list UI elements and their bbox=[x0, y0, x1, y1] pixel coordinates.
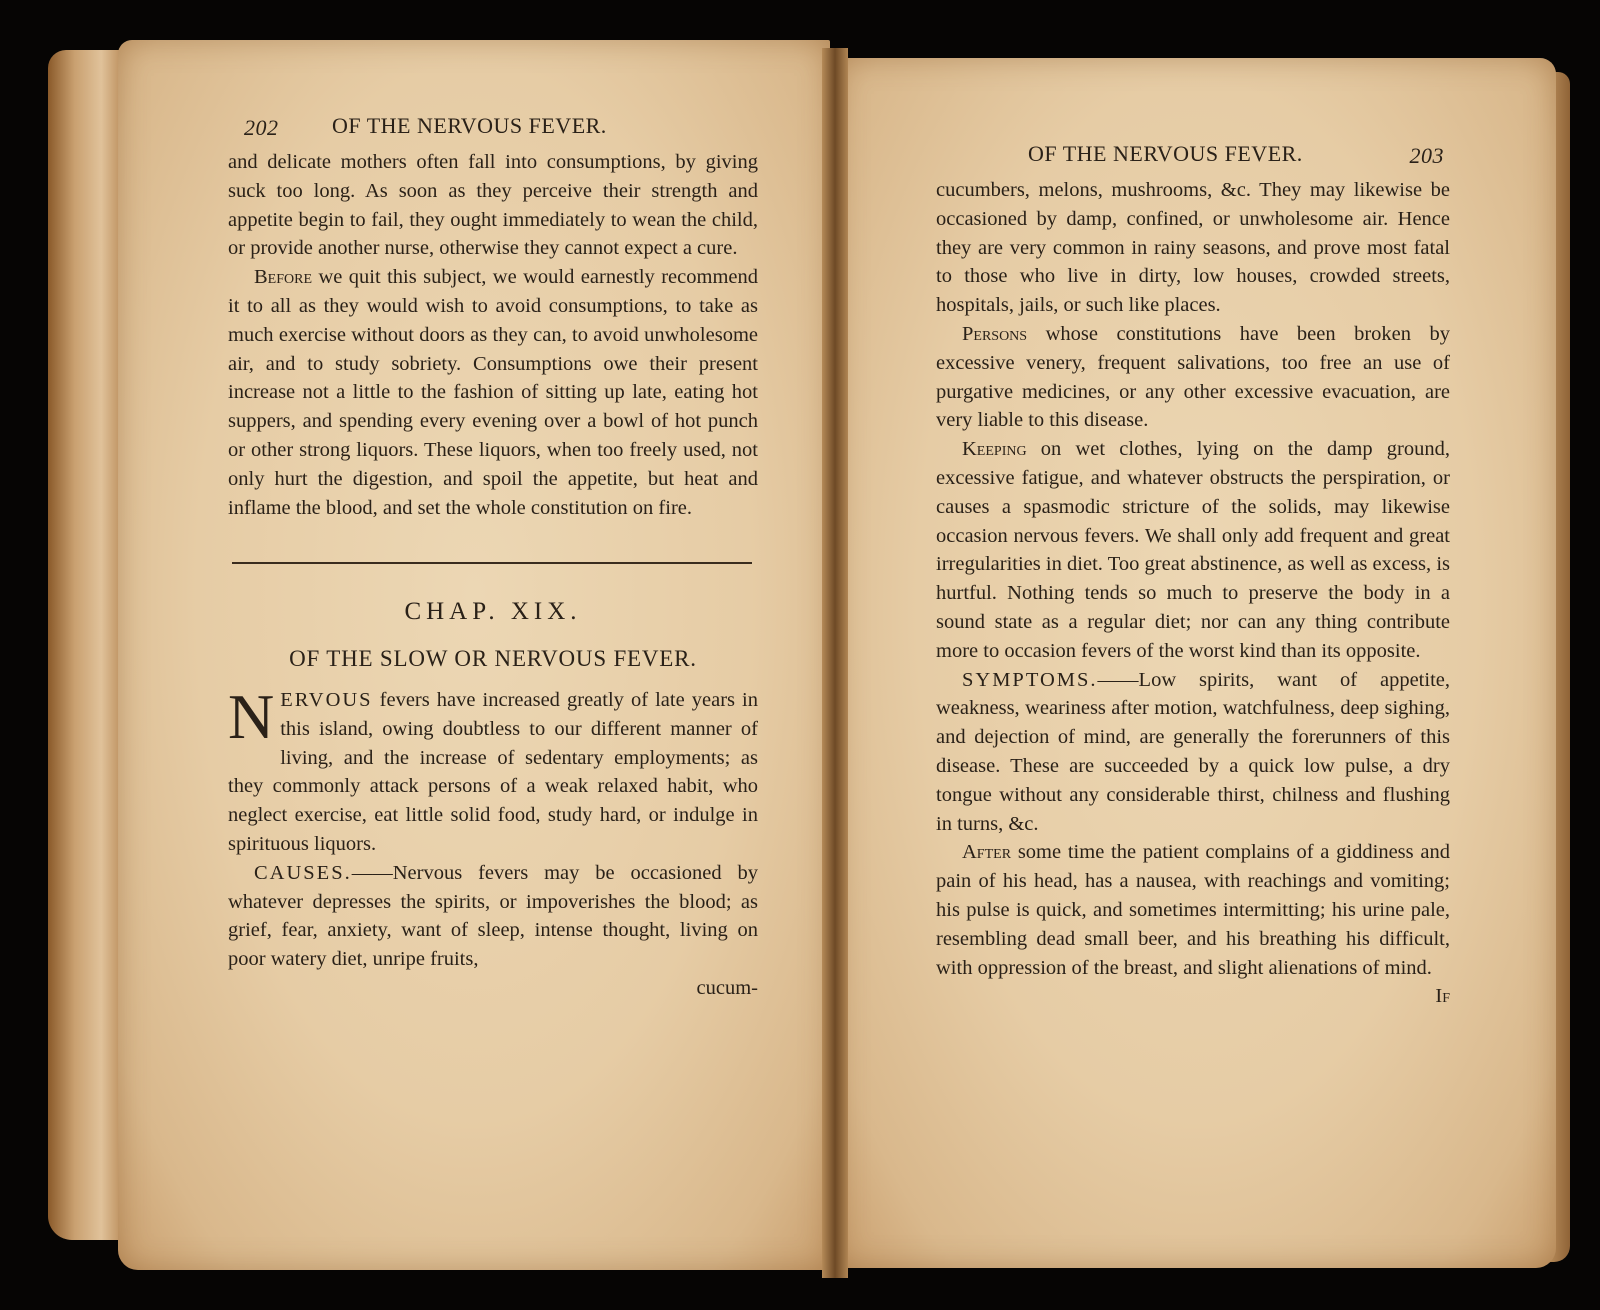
paragraph-lead: Persons bbox=[962, 322, 1028, 345]
drop-cap: N bbox=[228, 680, 275, 752]
book-gutter bbox=[822, 48, 848, 1278]
paragraph-body: fevers have increased greatly of late years in this island, owing doubtless to our different manner of living, and the increase of sedentary employments; as they commonly attack persons of a weak relaxed habit, who neglect exercise, eat little solid food, study hard, or indulge in spirituous liquors. bbox=[228, 688, 758, 855]
paragraph-lead: Keeping bbox=[962, 438, 1027, 461]
paragraph-body: we quit this subject, we would earnestly recommend it to all as they would wish to avoid consumptions, to take as much exercise without doors as they can, to avoid unwholesome air, and to study sobriety. Consumptions owe their present increase not a little to the fashion of sitting up late, eating hot suppers, and spending every evening over a bowl of hot punch or other strong liquors. These liquors, when too freely used, not only hurt the digestion, and spoil the appetite, but heat and inflame the blood, and set the whole constitution on fire. bbox=[228, 266, 758, 519]
paragraph-lead: Before bbox=[254, 266, 313, 289]
section-label: SYMPTOMS. bbox=[962, 668, 1098, 691]
paragraph: and delicate mothers often fall into consumptions, by giving suck too long. As soon as they perceive their strength and appetite begin to fail, they ought immediately to wean the child, or provide another nurse, otherwise they cannot expect a cure. bbox=[228, 151, 758, 260]
paragraph: cucumbers, melons, mushrooms, &c. They may likewise be occasioned by damp, confined, or unwholesome air. Hence they are very common in rainy seasons, and prove most fatal to those who live in dirty, low houses, crowded streets, hospitals, jails, or such like places. bbox=[936, 179, 1450, 317]
paragraph-body: some time the patient complains of a giddiness and pain of his head, has a nausea, with reachings and vomiting; his pulse is quick, and sometimes intermitting; his urine pale, resembling dead small beer, and his breathing his difficult, with oppression of the breast, and slight alienations of mind. bbox=[936, 841, 1450, 979]
section-label: CAUSES. bbox=[254, 861, 352, 884]
paragraph-body: whose constitutions have been broken by excessive venery, frequent salivations, too free an use of purgative medicines, or any other excessive evacuation, are very liable to this disease. bbox=[936, 322, 1450, 432]
paragraph bbox=[936, 838, 1450, 982]
paragraph bbox=[228, 859, 758, 974]
catchword: cucum- bbox=[696, 976, 758, 999]
paragraph-lead: ERVOUS bbox=[280, 688, 373, 711]
chapter-heading: CHAP. XIX. bbox=[404, 598, 582, 626]
paragraph bbox=[936, 666, 1450, 839]
chapter-divider bbox=[232, 562, 752, 564]
paragraph bbox=[936, 320, 1450, 435]
catchword: If bbox=[1435, 985, 1450, 1008]
paragraph-body: on wet clothes, lying on the damp ground, excessive fatigue, and whatever obstructs the perspiration, or causes a spasmodic stricture of the solids, may likewise occasion nervous fevers. We shall only add frequent and great irregularities in diet. Too great abstinence, as well as excess, is hurtful. Nothing tends so much to preserve the body in a sound state as a regular diet; nor can any thing contribute more to occasion fevers of the worst kind than its opposite. bbox=[936, 438, 1450, 662]
paragraph bbox=[936, 435, 1450, 665]
running-title: OF THE NERVOUS FEVER. bbox=[332, 113, 607, 138]
paragraph-lead: After bbox=[962, 841, 1012, 864]
chapter-title: OF THE SLOW OR NERVOUS FEVER. bbox=[289, 646, 697, 672]
page-number: 202 bbox=[244, 115, 279, 140]
page-number: 203 bbox=[1409, 143, 1444, 168]
running-title: OF THE NERVOUS FEVER. bbox=[1028, 141, 1303, 166]
right-page-text bbox=[936, 140, 1450, 1011]
paragraph bbox=[228, 680, 758, 859]
running-head bbox=[228, 112, 758, 148]
left-page-text bbox=[228, 112, 758, 1003]
paragraph-body: ——Nervous fevers may be occasioned by whatever depresses the spirits, or impoverishes the blood; as grief, fear, anxiety, want of sleep, intense thought, living on poor watery diet, unripe fruits, bbox=[228, 861, 758, 971]
paragraph-body: ——Low spirits, want of appetite, weakness, weariness after motion, watchfulness, deep sighing, and dejection of mind, are generally the forerunners of this disease. These are succeeded by a quick low pulse, a dry tongue without any considerable thirst, chilness and flushing in turns, &c. bbox=[936, 668, 1450, 835]
running-head bbox=[936, 140, 1450, 176]
left-page-edges bbox=[48, 50, 124, 1240]
paragraph bbox=[228, 263, 758, 522]
